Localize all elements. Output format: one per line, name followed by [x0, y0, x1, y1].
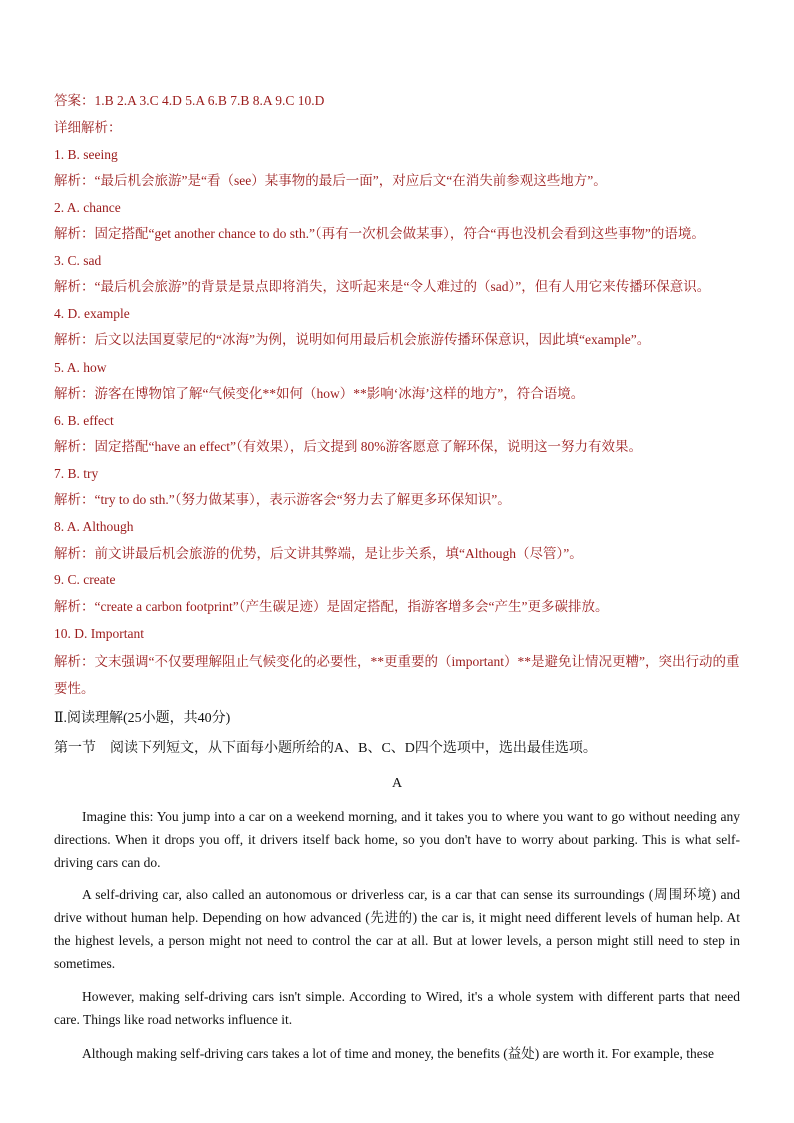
analysis-line-9: 解析：“create a carbon footprint”（产生碳足迹）是固定搭配，指游客增多会“产生”更多碳排放。 — [54, 599, 609, 614]
answers-header: 答案：1.B 2.A 3.C 4.D 5.A 6.B 7.B 8.A 9.C 10.D — [54, 93, 325, 108]
analysis-line-5: 解析：游客在博物馆了解“气候变化**如何（how）**影响‘冰海’这样的地方”，符合语境。 — [54, 386, 585, 401]
passage-paragraph-3: However, making self-driving cars isn't simple. According to Wired, it's a whole system with different parts that need care. Things like road networks influence it. — [54, 989, 740, 1027]
section-title: Ⅱ.阅读理解(25小题，共40分) — [54, 711, 231, 726]
answer-line-3: 3. C. sad — [54, 253, 102, 268]
passage-paragraph-4: Although making self-driving cars takes a lot of time and money, the benefits (益处) are worth it. For example, these — [82, 1046, 714, 1061]
analysis-line-6: 解析：固定搭配“have an effect”（有效果），后文提到 80%游客愿意了解环保，说明这一努力有效果。 — [54, 439, 643, 454]
analysis-line-7: 解析：“try to do sth.”（努力做某事），表示游客会“努力去了解更多环保知识”。 — [54, 492, 511, 507]
answer-line-8: 8. A. Although — [54, 519, 134, 534]
passage-paragraph-2: A self-driving car, also called an autonomous or driverless car, is a car that can sense its surroundings (周围环境) and drive without human help. Depending on how advanced (先进的) the car is, it might need different levels of human help. At the highest levels, a person might not need to control the car at all. But at lower levels, a person might still need to step in sometimes. — [54, 887, 740, 971]
answer-line-10: 10. D. Important — [54, 626, 144, 641]
answer-line-4: 4. D. example — [54, 306, 130, 321]
answer-line-1: 1. B. seeing — [54, 147, 118, 162]
analysis-line-4: 解析：后文以法国夏蒙尼的“冰海”为例，说明如何用最后机会旅游传播环保意识，因此填“example”。 — [54, 332, 651, 347]
answer-line-5: 5. A. how — [54, 360, 107, 375]
section-instruction: 第一节 阅读下列短文，从下面每小题所给的A、B、C、D四个选项中，选出最佳选项。 — [54, 741, 597, 756]
passage-label: A — [391, 776, 403, 791]
passage-paragraph-1: Imagine this: You jump into a car on a weekend morning, and it takes you to where you want to go without needing any directions. When it drops you off, it drivers itself back home, so you don't have to worry about parking. This is what self-driving cars can do. — [54, 809, 740, 870]
details-title: 详细解析： — [54, 120, 122, 135]
answer-line-9: 9. C. create — [54, 572, 116, 587]
analysis-line-2: 解析：固定搭配“get another chance to do sth.”（再有一次机会做某事），符合“再也没机会看到这些事物”的语境。 — [54, 226, 705, 241]
answer-line-7: 7. B. try — [54, 466, 99, 481]
analysis-line-3: 解析：“最后机会旅游”的背景是景点即将消失，这听起来是“令人难过的（sad）”，但有人用它来传播环保意识。 — [54, 279, 711, 294]
analysis-line-1: 解析：“最后机会旅游”是“看（see）某事物的最后一面”，对应后文“在消失前参观这些地方”。 — [54, 173, 607, 188]
answer-line-2: 2. A. chance — [54, 200, 121, 215]
analysis-line-8: 解析：前文讲最后机会旅游的优势，后文讲其弊端，是让步关系，填“Although（尽管）”。 — [54, 546, 583, 561]
analysis-line-10: 解析：文末强调“不仅要理解阻止气候变化的必要性，**更重要的（important）**是避免让情况更糟”，突出行动的重要性。 — [54, 654, 740, 696]
answer-line-6: 6. B. effect — [54, 413, 114, 428]
